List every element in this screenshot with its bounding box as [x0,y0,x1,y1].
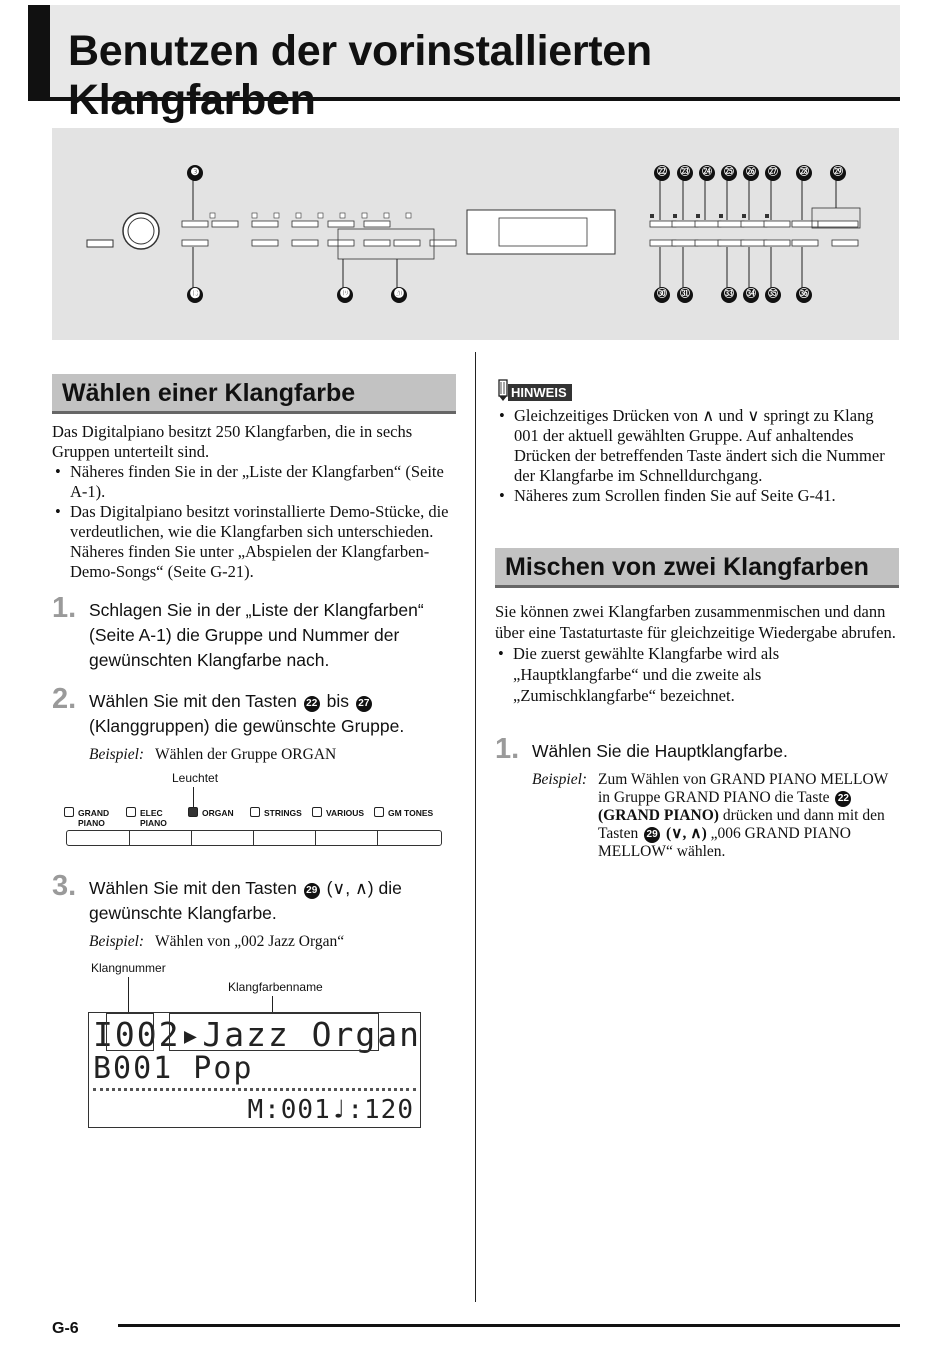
left-step1-number: 1. [52,592,77,624]
key-22-icon: 22 [304,696,320,712]
control-panel-illustration [52,128,899,340]
group-led [374,807,384,817]
key-27-icon: 27 [356,696,372,712]
key-divider [191,831,192,845]
title-accent-bar [28,5,50,97]
page-number: G-6 [52,1320,79,1337]
group-led [250,807,260,817]
group-label: VARIOUS [326,808,365,818]
group-label: ORGAN [202,808,234,818]
lcd-dot-row [93,1088,416,1091]
key-divider [129,831,130,845]
step2-text-a: Wählen Sie mit den Tasten [89,691,297,711]
callout-19: ⓳ [337,287,353,303]
group-label: ELEC PIANO [140,808,167,828]
note-bullet-1: • Gleichzeitiges Drücken von ∧ und ∨ springt zu Klang 001 der aktuell gewählten Gruppe. Auf anhaltendes Drücken der betreffenden Taste ändert sich die Nummer der Klangfarbe im Schnelldurchgang. [496,406,896,486]
ex-part-b: (GRAND PIANO) [598,807,719,824]
callout-13: ⓭ [187,287,203,303]
example-value [598,771,900,861]
example-label: Beispiel: [532,771,588,788]
callout-35: ㉟ [765,287,781,303]
step2-text-b: bis [326,691,349,711]
lit-leader-line [193,787,194,807]
section-heading-select-tone: Wählen einer Klangfarbe [52,374,456,414]
example-value: Wählen der Gruppe ORGAN [155,746,337,763]
callout-33: ㉝ [721,287,737,303]
callout-34: ㉞ [743,287,759,303]
left-step1-text: Schlagen Sie in der „Liste der Klangfarben“ (Seite A-1) die Gruppe und Nummer der gewünschten Klangfarbe nach. [89,600,424,670]
left-step3-example [89,933,459,953]
callout-36: ㊱ [796,287,812,303]
ex-part-e: „006 GRAND PIANO MELLOW“ wählen. [598,825,851,860]
note-bullet-2: • Näheres zum Scrollen finden Sie auf Seite G-41. [496,486,896,506]
callout-31: ㉛ [677,287,693,303]
left-intro [52,422,462,582]
callout-20: ⓴ [391,287,407,303]
note-badge-label: HINWEIS [508,384,572,401]
callout-27: ㉗ [765,165,781,181]
callout-25: ㉕ [721,165,737,181]
ex-part-d: (∨, ∧) [665,825,707,842]
right-intro [495,601,899,706]
tone-name-label: Klangfarbenname [228,980,323,994]
left-step2-example [89,746,459,766]
step3-text-a: Wählen Sie mit den Tasten [89,878,297,898]
group-label: GRAND PIANO [78,808,110,828]
left-bullet-2: • Das Digitalpiano besitzt vorinstallierte Demo-Stücke, die verdeutlichen, wie die Klangfarben sich unterschieden. Näheres finden Sie unter „Abspielen der Klangfarben-Demo-Songs“ (Seite G-21). [52,502,462,582]
footer-rule [118,1324,900,1327]
group-label: GM TONES [388,808,434,818]
key-divider [315,831,316,845]
left-step2-text [89,689,459,739]
example-label: Beispiel: [89,933,145,950]
callout-29: ㉙ [830,165,846,181]
group-label: STRINGS [264,808,302,818]
right-step1-text: Wählen Sie die Hauptklangfarbe. [532,741,788,761]
step3-text-b: (∨, ∧) die gewünschte Klangfarbe. [89,878,402,923]
callout-24: ㉔ [699,165,715,181]
page-title: Benutzen der vorinstallierten Klangfarben [68,27,652,124]
key-29-icon: 29 [644,827,660,843]
column-divider [475,352,476,1302]
group-led-lit [188,807,198,817]
step2-text-c: (Klanggruppen) die gewünschte Gruppe. [89,716,405,736]
callout-30: ㉚ [654,287,670,303]
callout-23: ㉓ [677,165,693,181]
callout-3: ❸ [187,165,203,181]
lcd-display [88,1012,421,1128]
tone-number-leader [128,977,129,1014]
note-text [496,406,896,506]
lcd-name-box [169,1013,379,1051]
left-bullet-1: • Näheres finden Sie in der „Liste der Klangfarben“ (Seite A-1). [52,462,462,502]
callout-26: ㉖ [743,165,759,181]
section-heading-mix-tones: Mischen von zwei Klangfarben [495,548,899,588]
group-led [312,807,322,817]
group-led [126,807,136,817]
key-22-icon: 22 [835,791,851,807]
group-key-strip [66,830,442,846]
right-step1-number: 1. [495,733,520,765]
lit-label: Leuchtet [172,771,219,785]
left-step3-text [89,876,459,926]
right-intro-text: Sie können zwei Klangfarben zusammenmischen und dann über eine Tastaturtaste für gleichzeitige Wiedergabe abrufen. [495,602,896,642]
left-step2-number: 2. [52,683,77,715]
lcd-line-1: I002▸Jazz Organ [93,1015,422,1054]
key-divider [253,831,254,845]
ex-part-a: Zum Wählen von GRAND PIANO MELLOW in Gruppe GRAND PIANO die Taste [598,771,889,806]
lcd-line-3: M:001♩:120 [247,1095,414,1125]
tone-number-label: Klangnummer [91,961,166,975]
key-divider [377,831,378,845]
left-step3-number: 3. [52,870,77,902]
ex-part-c: drücken und dann mit den Tasten [598,807,885,842]
lcd-line-2: B001 Pop [93,1051,254,1086]
right-bullet-1: • Die zuerst gewählte Klangfarbe wird als „Hauptklangfarbe“ und die zweite als „Zumischklangfarbe“ bezeichnet. [495,643,899,706]
example-value: Wählen von „002 Jazz Organ“ [155,933,345,950]
callout-28: ㉘ [796,165,812,181]
control-panel-drawing [52,128,899,340]
left-intro-text: Das Digitalpiano besitzt 250 Klangfarben, die in sechs Gruppen unterteilt sind. [52,422,413,461]
lcd-number-box [106,1013,154,1051]
right-step1-example [532,771,900,863]
group-led [64,807,74,817]
callout-22: ㉒ [654,165,670,181]
example-label: Beispiel: [89,746,145,763]
note-badge [496,384,572,402]
key-29-icon: 29 [304,883,320,899]
title-bar [28,5,900,124]
